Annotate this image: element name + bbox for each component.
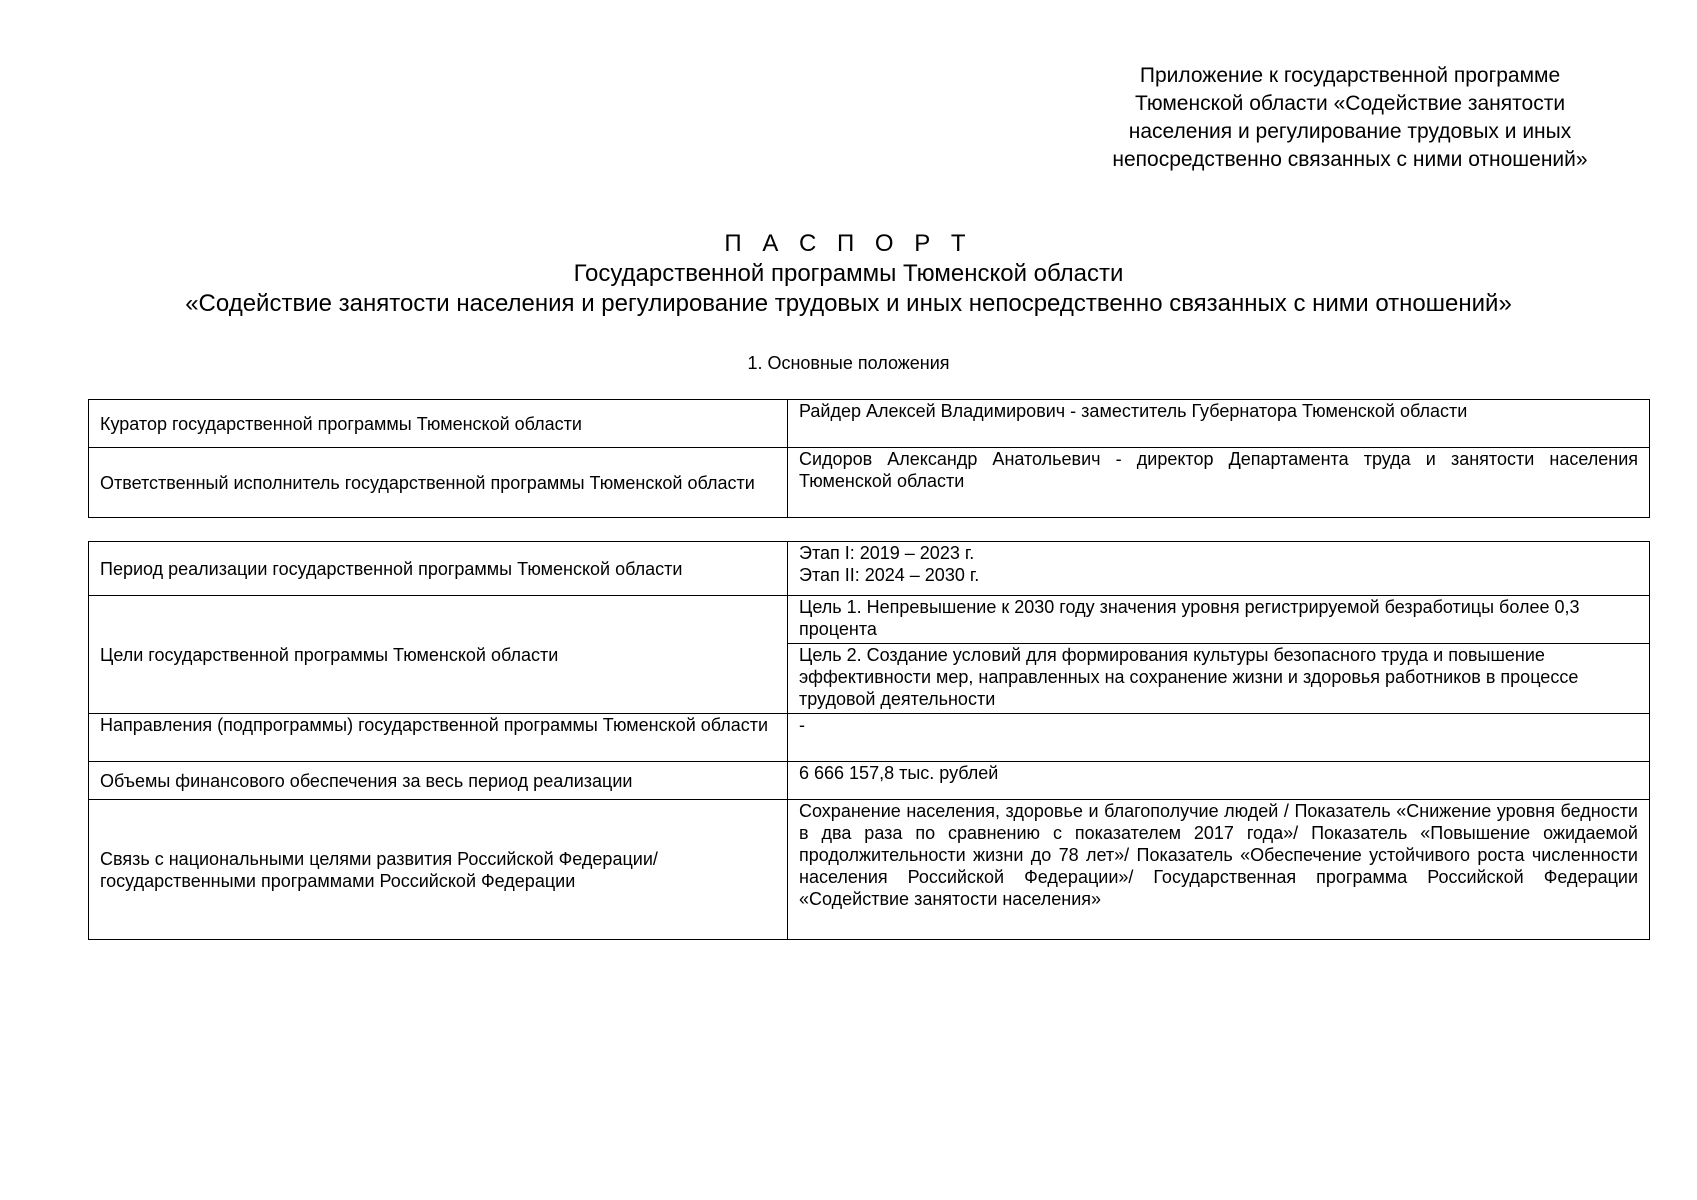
passport-header — [0, 229, 1697, 319]
main-provisions-table-2 — [88, 541, 1650, 940]
appendix-line: Тюменской области «Содействие занятости — [1134, 92, 1566, 115]
appendix-line: непосредственно связанных с ними отношений» — [1112, 148, 1588, 171]
passport-heading: П А С П О Р Т — [724, 230, 973, 257]
row-label: Объемы финансового обеспечения за весь период реализации — [89, 762, 788, 800]
row-value — [788, 542, 1650, 596]
row-value: - — [788, 714, 1650, 762]
table-row — [89, 714, 1650, 762]
row-value: Сидоров Александр Анатольевич - директор Департамента труда и занятости населения Тюменской области — [788, 448, 1650, 518]
section-title: 1. Основные положения — [747, 353, 950, 373]
appendix-line: населения и регулирование трудовых и иных — [1128, 120, 1572, 143]
row-value: 6 666 157,8 тыс. рублей — [788, 762, 1650, 800]
passport-subtitle: Государственной программы Тюменской области — [573, 260, 1124, 287]
row-label: Ответственный исполнитель государственной программы Тюменской области — [89, 448, 788, 518]
stage-1: Этап I: 2019 – 2023 г. — [799, 543, 975, 563]
row-label: Направления (подпрограммы) государственной программы Тюменской области — [89, 714, 788, 762]
row-label: Связь с национальными целями развития Российской Федерации/ государственными программами Российской Федерации — [89, 800, 788, 940]
row-label: Период реализации государственной программы Тюменской области — [89, 542, 788, 596]
table-row — [89, 762, 1650, 800]
table-row — [89, 596, 1650, 644]
table-row — [89, 448, 1650, 518]
appendix-note — [1070, 62, 1630, 174]
goal-2: Цель 2. Создание условий для формирования культуры безопасного труда и повышение эффективности мер, направленных на сохранение жизни и здоровья работников в процессе трудовой деятельности — [788, 644, 1650, 714]
appendix-line: Приложение к государственной программе — [1139, 64, 1561, 87]
program-name: «Содействие занятости населения и регулирование трудовых и иных непосредственно связанных с ними отношений» — [185, 290, 1512, 317]
goal-1: Цель 1. Непревышение к 2030 году значения уровня регистрируемой безработицы более 0,3 процента — [788, 596, 1650, 644]
table-row — [89, 542, 1650, 596]
row-label: Цели государственной программы Тюменской области — [89, 596, 788, 714]
row-value: Сохранение населения, здоровье и благополучие людей / Показатель «Снижение уровня бедности в два раза по сравнению с показателем 2017 года»/ Показатель «Повышение ожидаемой продолжительности жизни до 78 лет»/ Показатель «Обеспечение устойчивого роста численности населения Российской Федерации»/ Государственная программа Российской Федерации «Содействие занятости населения» — [788, 800, 1650, 940]
table-row — [89, 400, 1650, 448]
row-value: Райдер Алексей Владимирович - заместитель Губернатора Тюменской области — [788, 400, 1650, 448]
main-provisions-table-1 — [88, 399, 1650, 518]
row-label: Куратор государственной программы Тюменской области — [89, 400, 788, 448]
table-row — [89, 800, 1650, 940]
stage-2: Этап II: 2024 – 2030 г. — [799, 565, 980, 585]
